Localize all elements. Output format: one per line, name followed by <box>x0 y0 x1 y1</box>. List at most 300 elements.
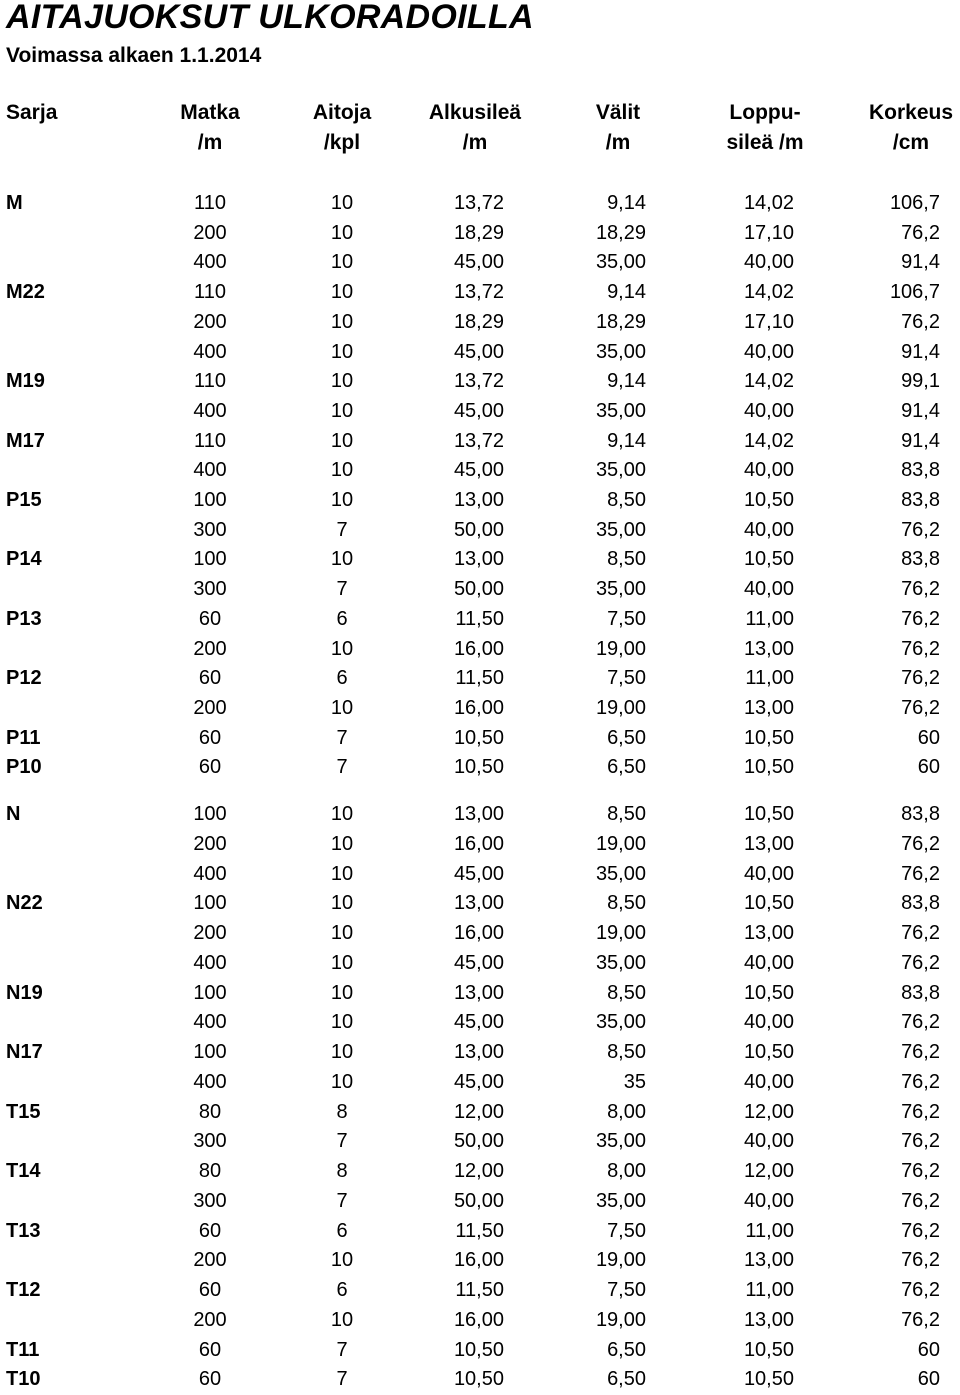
sarja-cell: N19 <box>6 981 43 1004</box>
korkeus-cell: 76,2 <box>901 862 940 885</box>
matka-cell: 100 <box>193 1041 227 1063</box>
valit-cell: 19,00 <box>595 1308 646 1331</box>
table-row <box>0 663 960 693</box>
valit-cell: 35,00 <box>595 1189 646 1212</box>
alkusilea-cell: 18,29 <box>453 310 504 333</box>
header-loppusilea: Loppu- <box>729 101 801 124</box>
table-row <box>0 1067 960 1097</box>
matka-cell: 200 <box>193 832 227 855</box>
matka-cell: 200 <box>193 310 227 333</box>
loppusilea-cell: 12,00 <box>743 1100 794 1123</box>
sarja-cell: T11 <box>6 1338 40 1361</box>
valit-cell: 6,50 <box>607 1368 646 1391</box>
korkeus-cell: 76,2 <box>901 637 940 660</box>
header-aitoja: Aitoja <box>312 101 372 124</box>
loppusilea-cell: 13,00 <box>743 922 794 944</box>
korkeus-cell: 76,2 <box>901 221 940 244</box>
alkusilea-cell: 50,00 <box>453 1130 504 1153</box>
aitoja-cell: 10 <box>330 832 354 855</box>
korkeus-cell: 60 <box>917 726 940 749</box>
loppusilea-cell: 40,00 <box>743 578 794 601</box>
korkeus-cell: 76,2 <box>901 1249 940 1272</box>
sarja-cell: P15 <box>6 489 42 511</box>
matka-cell: 400 <box>193 459 227 482</box>
alkusilea-cell: 11,50 <box>455 1219 504 1242</box>
header-matka-unit: /m <box>197 131 223 154</box>
matka-cell: 110 <box>194 281 226 304</box>
alkusilea-cell: 13,00 <box>453 892 504 915</box>
aitoja-cell: 10 <box>330 1070 354 1093</box>
page-title: AITAJUOKSUT ULKORADOILLA <box>6 0 534 36</box>
loppusilea-cell: 40,00 <box>743 518 794 541</box>
loppusilea-cell: 13,00 <box>743 1308 794 1331</box>
alkusilea-cell: 10,50 <box>453 726 504 749</box>
matka-cell: 100 <box>193 981 227 1004</box>
aitoja-cell: 10 <box>330 459 354 482</box>
korkeus-cell: 76,2 <box>901 667 940 690</box>
alkusilea-cell: 45,00 <box>453 251 504 274</box>
table-row <box>0 859 960 889</box>
korkeus-cell: 76,2 <box>901 310 940 333</box>
valit-cell: 8,50 <box>607 1041 646 1063</box>
sarja-cell: M19 <box>6 370 45 393</box>
table-row <box>0 218 960 248</box>
matka-cell: 60 <box>198 1279 222 1301</box>
matka-cell: 100 <box>193 548 227 571</box>
matka-cell: 60 <box>198 1219 222 1242</box>
sarja-cell: P11 <box>6 726 41 749</box>
loppusilea-cell: 14,02 <box>743 370 794 393</box>
sarja-cell: T13 <box>6 1219 41 1242</box>
valit-cell: 35,00 <box>595 399 646 422</box>
alkusilea-cell: 50,00 <box>453 1189 504 1212</box>
matka-cell: 300 <box>193 518 227 541</box>
matka-cell: 400 <box>193 340 227 363</box>
header-loppusilea-unit: sileä /m <box>726 131 804 154</box>
alkusilea-cell: 13,72 <box>453 281 504 304</box>
alkusilea-cell: 16,00 <box>453 832 504 855</box>
korkeus-cell: 76,2 <box>901 832 940 855</box>
aitoja-cell: 10 <box>330 370 354 393</box>
aitoja-cell: 8 <box>336 1160 348 1182</box>
korkeus-cell: 99,1 <box>901 370 940 393</box>
alkusilea-cell: 13,72 <box>453 429 504 452</box>
valit-cell: 35,00 <box>595 340 646 363</box>
sarja-cell: P10 <box>6 756 42 779</box>
loppusilea-cell: 17,10 <box>743 221 794 244</box>
matka-cell: 60 <box>198 756 222 779</box>
valit-cell: 8,50 <box>607 548 646 571</box>
aitoja-cell: 10 <box>330 489 354 511</box>
sarja-cell: P12 <box>6 667 42 690</box>
table-row <box>0 723 960 753</box>
matka-cell: 400 <box>193 951 227 974</box>
table-row <box>0 1097 960 1127</box>
table-row <box>0 1037 960 1067</box>
alkusilea-cell: 45,00 <box>453 1011 504 1034</box>
matka-cell: 200 <box>193 1249 227 1272</box>
korkeus-cell: 76,2 <box>901 518 940 541</box>
korkeus-cell: 106,7 <box>889 281 940 304</box>
sarja-cell: T12 <box>6 1279 41 1301</box>
aitoja-cell: 10 <box>330 922 354 944</box>
aitoja-cell: 10 <box>330 981 354 1004</box>
loppusilea-cell: 14,02 <box>743 281 794 304</box>
loppusilea-cell: 14,02 <box>743 192 794 214</box>
table-row <box>0 752 960 782</box>
valit-cell: 8,50 <box>607 981 646 1004</box>
loppusilea-cell: 10,50 <box>743 981 794 1004</box>
aitoja-cell: 8 <box>336 1100 348 1123</box>
table-row <box>0 515 960 545</box>
matka-cell: 200 <box>193 1308 227 1331</box>
valit-cell: 6,50 <box>607 1338 646 1361</box>
aitoja-cell: 10 <box>330 251 354 274</box>
aitoja-cell: 10 <box>330 192 354 214</box>
matka-cell: 400 <box>193 251 227 274</box>
sarja-cell: M22 <box>6 281 45 304</box>
aitoja-cell: 7 <box>336 726 348 749</box>
alkusilea-cell: 45,00 <box>453 862 504 885</box>
aitoja-cell: 10 <box>330 1249 354 1272</box>
table-row <box>0 948 960 978</box>
matka-cell: 400 <box>193 862 227 885</box>
aitoja-cell: 10 <box>330 803 354 825</box>
table-row <box>0 1335 960 1365</box>
valit-cell: 8,00 <box>607 1100 646 1123</box>
loppusilea-cell: 40,00 <box>743 951 794 974</box>
table-row <box>0 1275 960 1305</box>
aitoja-cell: 10 <box>330 862 354 885</box>
loppusilea-cell: 13,00 <box>743 637 794 660</box>
korkeus-cell: 76,2 <box>901 922 940 944</box>
matka-cell: 60 <box>198 1338 222 1361</box>
loppusilea-cell: 40,00 <box>743 862 794 885</box>
loppusilea-cell: 40,00 <box>743 251 794 274</box>
korkeus-cell: 76,2 <box>901 578 940 601</box>
aitoja-cell: 7 <box>336 756 348 779</box>
korkeus-cell: 60 <box>917 1338 940 1361</box>
korkeus-cell: 83,8 <box>901 548 940 571</box>
valit-cell: 19,00 <box>595 1249 646 1272</box>
table-row <box>0 337 960 367</box>
alkusilea-cell: 45,00 <box>453 340 504 363</box>
korkeus-cell: 76,2 <box>901 696 940 719</box>
loppusilea-cell: 10,50 <box>743 1041 794 1063</box>
sarja-cell: T14 <box>6 1160 41 1182</box>
table-row <box>0 1305 960 1335</box>
table-row <box>0 918 960 948</box>
korkeus-cell: 76,2 <box>901 1130 940 1153</box>
korkeus-cell: 106,7 <box>889 192 940 214</box>
valit-cell: 35,00 <box>595 459 646 482</box>
validity-subtitle: Voimassa alkaen 1.1.2014 <box>6 44 262 67</box>
loppusilea-cell: 11,00 <box>745 1219 794 1242</box>
aitoja-cell: 6 <box>336 667 348 690</box>
loppusilea-cell: 10,50 <box>743 726 794 749</box>
valit-cell: 35,00 <box>595 251 646 274</box>
loppusilea-cell: 13,00 <box>743 1249 794 1272</box>
alkusilea-cell: 45,00 <box>453 951 504 974</box>
loppusilea-cell: 13,00 <box>743 696 794 719</box>
valit-cell: 7,50 <box>607 667 646 690</box>
aitoja-cell: 10 <box>330 1041 354 1063</box>
loppusilea-cell: 14,02 <box>743 429 794 452</box>
loppusilea-cell: 10,50 <box>743 803 794 825</box>
alkusilea-cell: 45,00 <box>453 1070 504 1093</box>
valit-cell: 9,14 <box>607 370 646 393</box>
valit-cell: 7,50 <box>607 1219 646 1242</box>
table-row <box>0 247 960 277</box>
table-row <box>0 693 960 723</box>
alkusilea-cell: 50,00 <box>453 518 504 541</box>
matka-cell: 60 <box>198 1368 222 1391</box>
korkeus-cell: 76,2 <box>901 1041 940 1063</box>
aitoja-cell: 10 <box>330 221 354 244</box>
table-row <box>0 574 960 604</box>
matka-cell: 300 <box>193 1189 227 1212</box>
korkeus-cell: 76,2 <box>901 1070 940 1093</box>
table-row <box>0 604 960 634</box>
aitoja-cell: 7 <box>336 518 348 541</box>
korkeus-cell: 83,8 <box>901 803 940 825</box>
table-row <box>0 544 960 574</box>
loppusilea-cell: 40,00 <box>743 399 794 422</box>
loppusilea-cell: 40,00 <box>743 1070 794 1093</box>
table-row <box>0 1186 960 1216</box>
alkusilea-cell: 45,00 <box>453 459 504 482</box>
korkeus-cell: 60 <box>917 1368 940 1391</box>
alkusilea-cell: 13,00 <box>453 548 504 571</box>
table-row <box>0 1216 960 1246</box>
header-valit-unit: /m <box>605 131 631 154</box>
aitoja-cell: 10 <box>330 281 354 304</box>
sarja-cell: N22 <box>6 892 43 915</box>
alkusilea-cell: 16,00 <box>453 1308 504 1331</box>
valit-cell: 19,00 <box>595 832 646 855</box>
matka-cell: 110 <box>194 192 226 214</box>
valit-cell: 35,00 <box>595 951 646 974</box>
matka-cell: 60 <box>198 667 222 690</box>
korkeus-cell: 91,4 <box>901 340 940 363</box>
loppusilea-cell: 10,50 <box>743 489 794 511</box>
valit-cell: 35,00 <box>595 578 646 601</box>
valit-cell: 18,29 <box>595 221 646 244</box>
aitoja-cell: 6 <box>336 1279 348 1301</box>
table-row <box>0 1156 960 1186</box>
valit-cell: 9,14 <box>607 429 646 452</box>
aitoja-cell: 7 <box>336 1130 348 1153</box>
alkusilea-cell: 10,50 <box>453 1368 504 1391</box>
loppusilea-cell: 40,00 <box>743 459 794 482</box>
aitoja-cell: 10 <box>330 548 354 571</box>
matka-cell: 110 <box>194 429 226 452</box>
header-valit: Välit <box>595 101 641 124</box>
table-row <box>0 799 960 829</box>
korkeus-cell: 76,2 <box>901 1011 940 1034</box>
alkusilea-cell: 16,00 <box>453 696 504 719</box>
table-row <box>0 277 960 307</box>
header-korkeus-unit: /cm <box>892 131 930 154</box>
table-row <box>0 396 960 426</box>
loppusilea-cell: 12,00 <box>743 1160 794 1182</box>
table-row <box>0 307 960 337</box>
aitoja-cell: 6 <box>336 607 348 630</box>
table-row <box>0 188 960 218</box>
sarja-cell: P14 <box>6 548 42 571</box>
aitoja-cell: 10 <box>330 1308 354 1331</box>
aitoja-cell: 7 <box>336 1189 348 1212</box>
valit-cell: 18,29 <box>595 310 646 333</box>
table-row <box>0 1007 960 1037</box>
matka-cell: 110 <box>194 370 226 393</box>
aitoja-cell: 10 <box>330 1011 354 1034</box>
alkusilea-cell: 12,00 <box>453 1100 504 1123</box>
loppusilea-cell: 40,00 <box>743 1130 794 1153</box>
sarja-cell: T15 <box>6 1100 41 1123</box>
korkeus-cell: 76,2 <box>901 1279 940 1301</box>
matka-cell: 80 <box>198 1100 222 1123</box>
korkeus-cell: 91,4 <box>901 399 940 422</box>
valit-cell: 35,00 <box>595 1011 646 1034</box>
korkeus-cell: 76,2 <box>901 1100 940 1123</box>
alkusilea-cell: 11,50 <box>455 1279 504 1301</box>
table-row <box>0 888 960 918</box>
valit-cell: 35,00 <box>595 862 646 885</box>
sarja-cell: T10 <box>6 1368 41 1391</box>
matka-cell: 200 <box>193 696 227 719</box>
alkusilea-cell: 11,50 <box>455 607 504 630</box>
korkeus-cell: 83,8 <box>901 489 940 511</box>
loppusilea-cell: 11,00 <box>745 607 794 630</box>
header-matka: Matka <box>180 101 240 124</box>
loppusilea-cell: 10,50 <box>743 756 794 779</box>
alkusilea-cell: 13,00 <box>453 489 504 511</box>
loppusilea-cell: 17,10 <box>743 310 794 333</box>
valit-cell: 35,00 <box>595 518 646 541</box>
korkeus-cell: 76,2 <box>901 1308 940 1331</box>
aitoja-cell: 10 <box>330 399 354 422</box>
valit-cell: 7,50 <box>607 1279 646 1301</box>
aitoja-cell: 10 <box>330 951 354 974</box>
sarja-cell: N17 <box>6 1041 43 1063</box>
aitoja-cell: 10 <box>330 429 354 452</box>
loppusilea-cell: 11,00 <box>745 1279 794 1301</box>
table-row <box>0 1126 960 1156</box>
alkusilea-cell: 10,50 <box>453 1338 504 1361</box>
valit-cell: 7,50 <box>607 607 646 630</box>
alkusilea-cell: 16,00 <box>453 637 504 660</box>
korkeus-cell: 83,8 <box>901 981 940 1004</box>
aitoja-cell: 10 <box>330 310 354 333</box>
matka-cell: 100 <box>193 489 227 511</box>
sarja-cell: N <box>6 803 21 825</box>
loppusilea-cell: 10,50 <box>743 548 794 571</box>
header-sarja: Sarja <box>6 101 58 124</box>
alkusilea-cell: 12,00 <box>453 1160 504 1182</box>
alkusilea-cell: 13,72 <box>453 370 504 393</box>
valit-cell: 9,14 <box>607 281 646 304</box>
aitoja-cell: 6 <box>336 1219 348 1242</box>
matka-cell: 300 <box>193 1130 227 1153</box>
loppusilea-cell: 40,00 <box>743 1189 794 1212</box>
korkeus-cell: 76,2 <box>901 951 940 974</box>
matka-cell: 80 <box>198 1160 222 1182</box>
matka-cell: 400 <box>193 1070 227 1093</box>
loppusilea-cell: 11,00 <box>745 667 794 690</box>
header-aitoja-unit: /kpl <box>323 131 361 154</box>
korkeus-cell: 91,4 <box>901 251 940 274</box>
aitoja-cell: 7 <box>336 1338 348 1361</box>
alkusilea-cell: 16,00 <box>453 922 504 944</box>
alkusilea-cell: 13,00 <box>453 1041 504 1063</box>
alkusilea-cell: 45,00 <box>453 399 504 422</box>
valit-cell: 9,14 <box>607 192 646 214</box>
table-row <box>0 1245 960 1275</box>
table-row <box>0 978 960 1008</box>
table-row <box>0 426 960 456</box>
matka-cell: 100 <box>193 803 227 825</box>
alkusilea-cell: 50,00 <box>453 578 504 601</box>
matka-cell: 60 <box>198 726 222 749</box>
alkusilea-cell: 10,50 <box>453 756 504 779</box>
matka-cell: 200 <box>193 637 227 660</box>
loppusilea-cell: 40,00 <box>743 340 794 363</box>
table-row <box>0 366 960 396</box>
aitoja-cell: 10 <box>330 637 354 660</box>
alkusilea-cell: 13,00 <box>453 981 504 1004</box>
aitoja-cell: 7 <box>336 578 348 601</box>
matka-cell: 300 <box>193 578 227 601</box>
table-row <box>0 634 960 664</box>
matka-cell: 400 <box>193 399 227 422</box>
valit-cell: 35,00 <box>595 1130 646 1153</box>
alkusilea-cell: 16,00 <box>453 1249 504 1272</box>
table-row <box>0 829 960 859</box>
matka-cell: 200 <box>193 922 227 944</box>
loppusilea-cell: 13,00 <box>743 832 794 855</box>
valit-cell: 6,50 <box>607 726 646 749</box>
alkusilea-cell: 18,29 <box>453 221 504 244</box>
alkusilea-cell: 13,00 <box>453 803 504 825</box>
korkeus-cell: 60 <box>917 756 940 779</box>
aitoja-cell: 7 <box>336 1368 348 1391</box>
sarja-cell: M <box>6 192 23 214</box>
korkeus-cell: 91,4 <box>901 429 940 452</box>
valit-cell: 8,00 <box>607 1160 646 1182</box>
header-alkusilea-unit: /m <box>462 131 488 154</box>
loppusilea-cell: 10,50 <box>743 1368 794 1391</box>
sarja-cell: M17 <box>6 429 45 452</box>
matka-cell: 400 <box>193 1011 227 1034</box>
table-row <box>0 1364 960 1394</box>
korkeus-cell: 76,2 <box>901 1160 940 1182</box>
korkeus-cell: 76,2 <box>901 1189 940 1212</box>
loppusilea-cell: 10,50 <box>743 1338 794 1361</box>
header-korkeus: Korkeus <box>868 101 954 124</box>
alkusilea-cell: 13,72 <box>453 192 504 214</box>
alkusilea-cell: 11,50 <box>455 667 504 690</box>
korkeus-cell: 76,2 <box>901 1219 940 1242</box>
korkeus-cell: 83,8 <box>901 892 940 915</box>
valit-cell: 6,50 <box>607 756 646 779</box>
matka-cell: 200 <box>193 221 227 244</box>
korkeus-cell: 83,8 <box>901 459 940 482</box>
header-alkusilea: Alkusileä <box>428 101 522 124</box>
table-row <box>0 485 960 515</box>
aitoja-cell: 10 <box>330 696 354 719</box>
valit-cell: 19,00 <box>595 696 646 719</box>
